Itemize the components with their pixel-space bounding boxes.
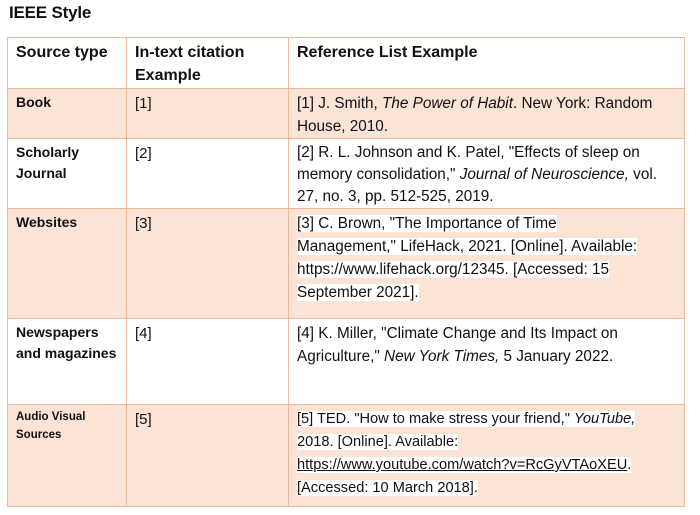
in-text-citation-cell: [2] [127, 139, 289, 209]
in-text-citation-cell: [3] [127, 209, 289, 319]
table-row [8, 139, 685, 209]
source-type-cell: Audio Visual Sources [8, 405, 127, 507]
reference-cell: [1] J. Smith, The Power of Habit. New York: Random House, 2010. [289, 89, 685, 139]
reference-cell: [2] R. L. Johnson and K. Patel, "Effects of sleep on memory consolidation," Journal of Neuroscience, vol. 27, no. 3, pp. 512-525, 2019. [289, 139, 685, 209]
in-text-citation-cell: [1] [127, 89, 289, 139]
table-header-row [8, 38, 685, 89]
source-type-cell: Newspapers and magazines [8, 319, 127, 405]
reference-cell: [4] K. Miller, "Climate Change and Its Impact on Agriculture," New York Times, 5 January 2022. [289, 319, 685, 405]
ieee-reference-table [7, 37, 685, 507]
in-text-citation-cell: [5] [127, 405, 289, 507]
source-type-cell: Book [8, 89, 127, 139]
reference-cell: [3] C. Brown, "The Importance of Time Management," LifeHack, 2021. [Online]. Available: https://www.lifehack.org/12345. [Accessed: 15 September 2021]. [289, 209, 685, 319]
header-in-text-citation: In-text citation Example [127, 38, 289, 89]
page-title: IEEE Style [9, 3, 92, 22]
table-row [8, 89, 685, 139]
table-row [8, 405, 685, 507]
reference-cell: [5] TED. "How to make stress your friend," YouTube, 2018. [Online]. Available: https://www.youtube.com/watch?v=RcGyVTAoXEU. [Accessed: 10 March 2018]. [289, 405, 685, 507]
source-type-cell: Scholarly Journal [8, 139, 127, 209]
youtube-link[interactable]: https://www.youtube.com/watch?v=RcGyVTAoXEU [297, 457, 628, 473]
in-text-citation-cell: [4] [127, 319, 289, 405]
header-source-type: Source type [8, 38, 127, 89]
table-row [8, 209, 685, 319]
header-reference-list: Reference List Example [289, 38, 685, 89]
table-row [8, 319, 685, 405]
source-type-cell: Websites [8, 209, 127, 319]
